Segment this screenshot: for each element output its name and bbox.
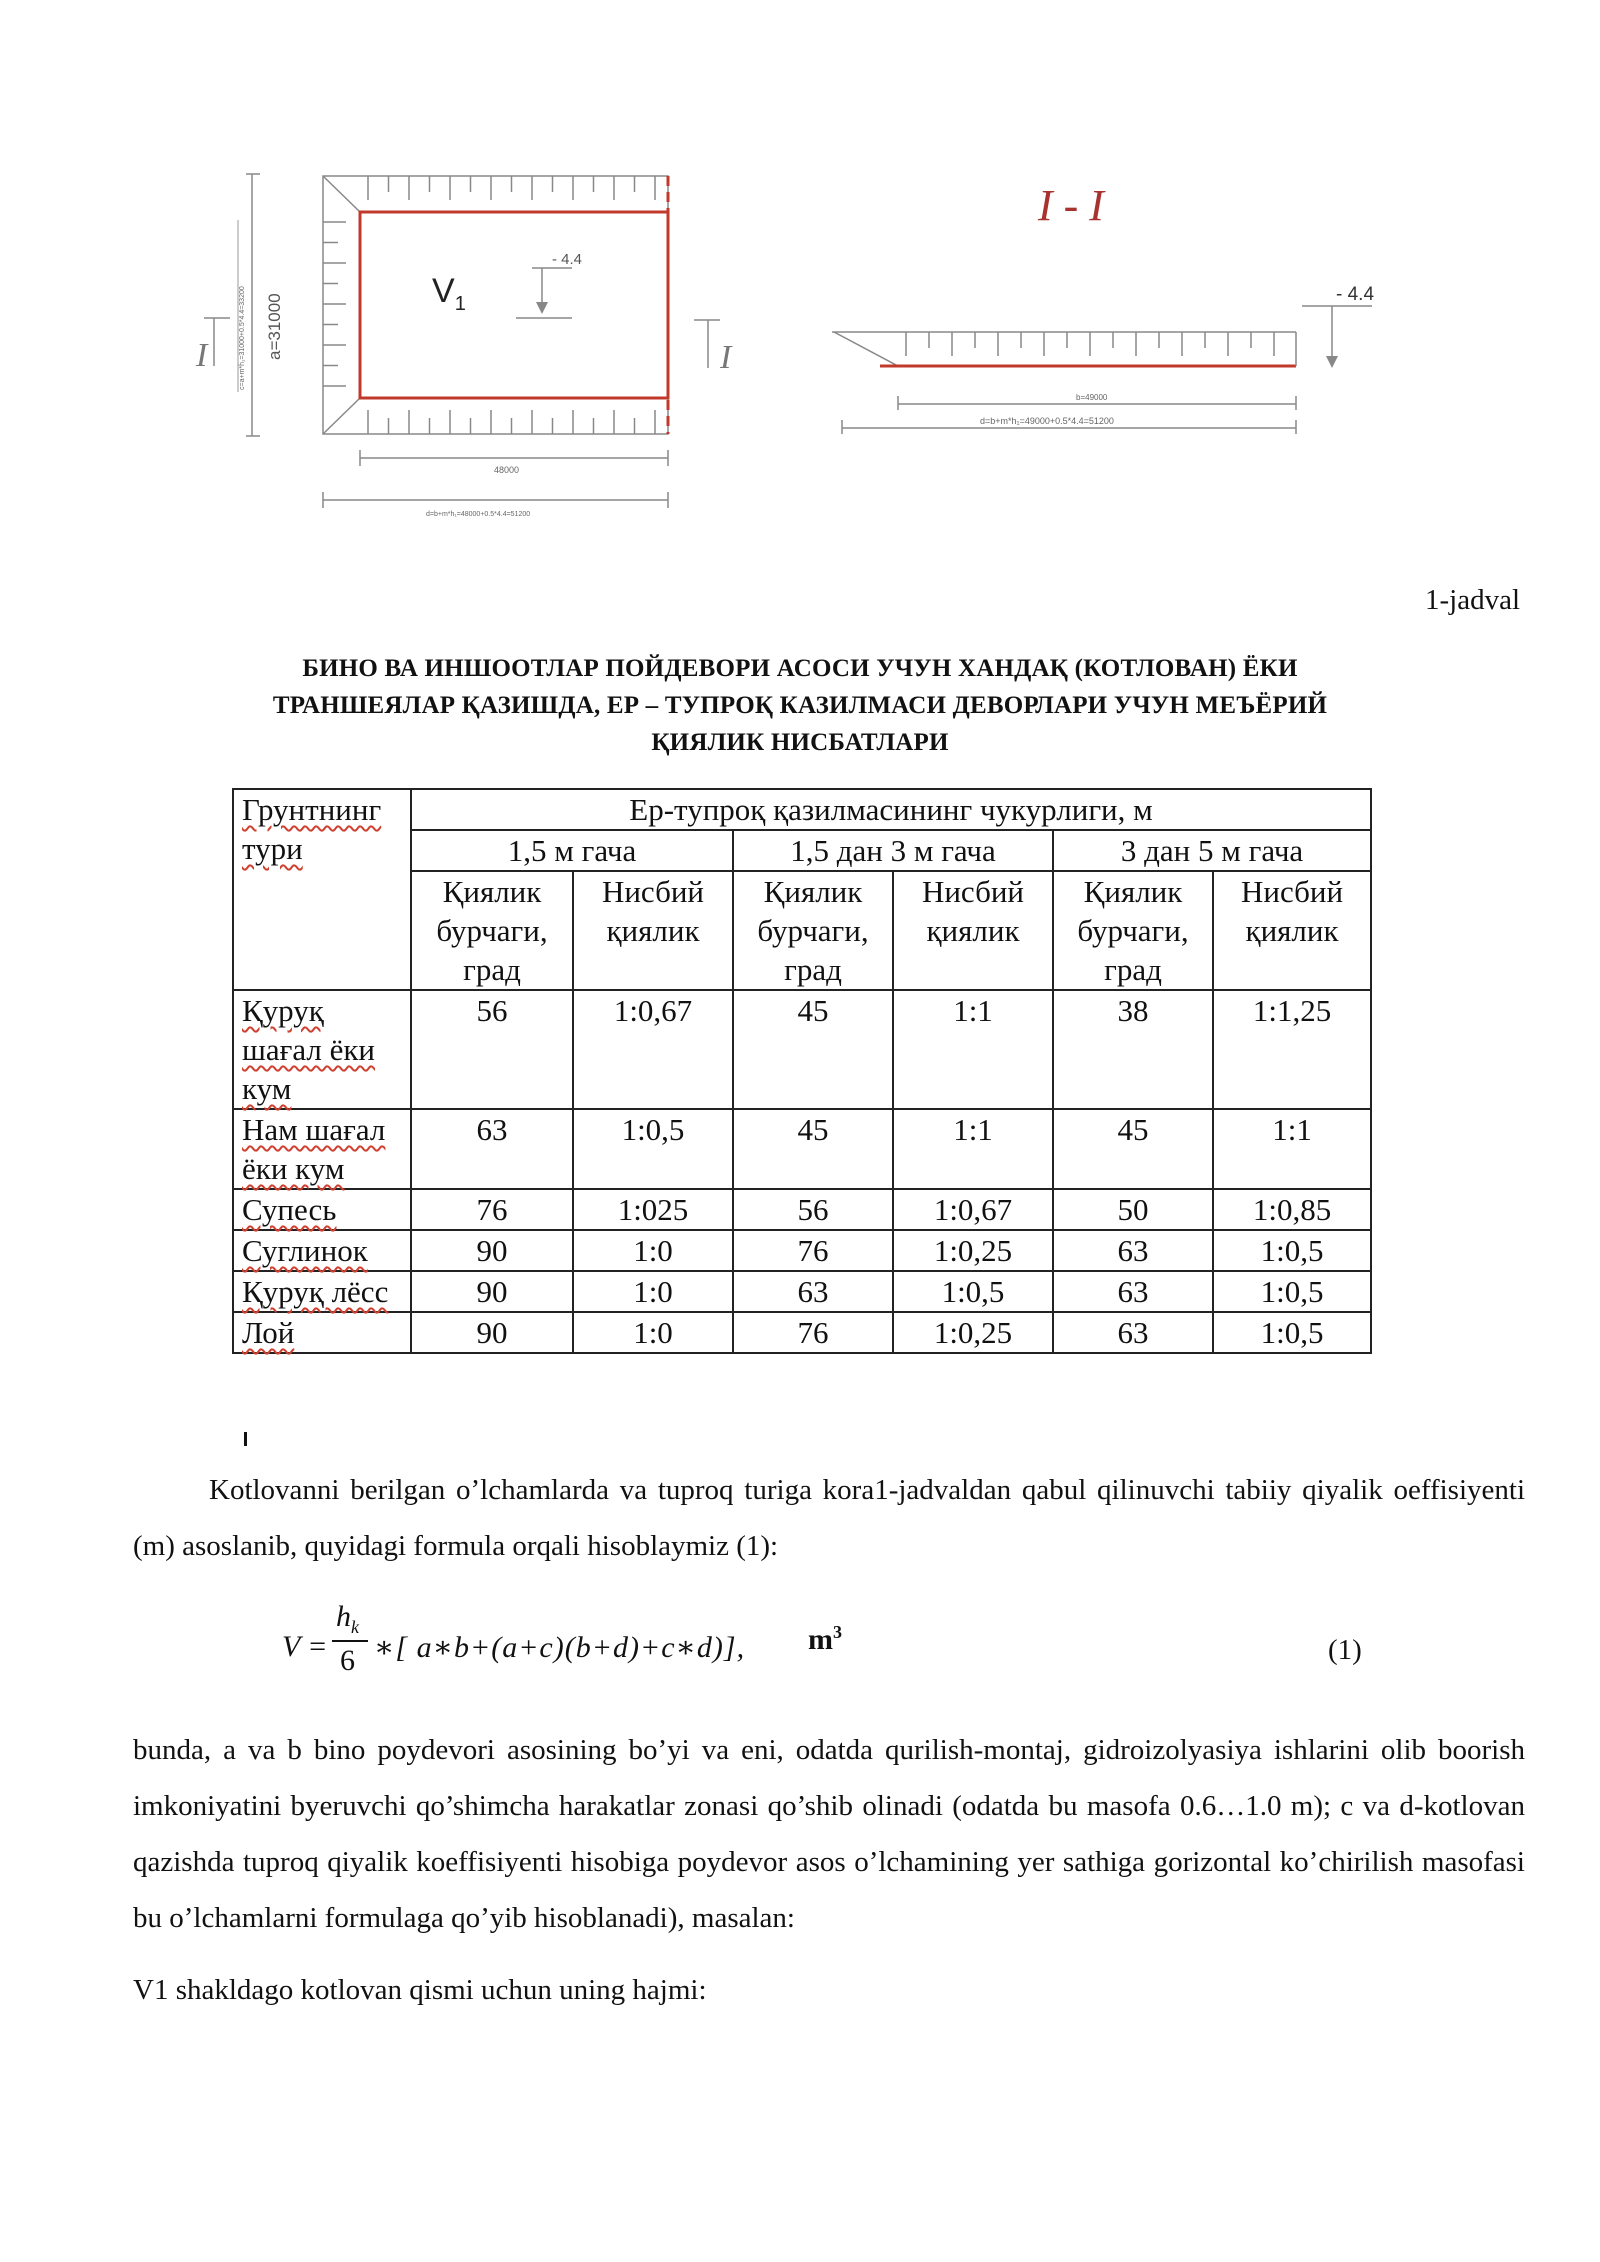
relative-slope-cell: 1:0,25 — [893, 1230, 1053, 1271]
slope-angle-cell: 63 — [1053, 1312, 1213, 1353]
table-title-line: БИНО ВА ИНШООТЛАР ПОЙДЕВОРИ АСОСИ УЧУН ХАНДАҚ (КОТЛОВАН) ЁКИ — [302, 655, 1298, 682]
slope-angle-cell: 63 — [411, 1109, 573, 1189]
table-title — [120, 650, 1480, 761]
soil-type-cell: Қуруқ лёсс — [233, 1271, 411, 1312]
formula-numerator: $h_k$ — [336, 1600, 359, 1637]
slope-angle-cell: 38 — [1053, 990, 1213, 1109]
level-mark-label: - 4.4 — [552, 251, 583, 268]
header-slope-angle: Қиялик бурчаги, град — [1053, 871, 1213, 990]
table-row — [233, 1189, 1371, 1230]
slope-norms-table — [232, 788, 1372, 1354]
table-number: 1-jadval — [1424, 584, 1520, 616]
slope-angle-cell: 76 — [733, 1312, 893, 1353]
relative-slope-cell: 1:1 — [1213, 1109, 1371, 1189]
relative-slope-cell: 1:0 — [573, 1312, 733, 1353]
dimension-b-label: 48000 — [494, 465, 520, 475]
pit-bottom-outline — [360, 212, 668, 398]
table-row — [233, 1230, 1371, 1271]
slope-angle-cell: 90 — [411, 1271, 573, 1312]
paragraph-v1-volume: V1 shakldago kotlovan qismi uchun uning hajmi: — [133, 1974, 707, 2006]
relative-slope-cell: 1:0,67 — [893, 1189, 1053, 1230]
header-depth-range: 3 дан 5 м гача — [1053, 830, 1371, 871]
relative-slope-cell: 1:1,25 — [1213, 990, 1371, 1109]
relative-slope-cell: 1:1 — [893, 1109, 1053, 1189]
table-end-marker — [244, 1432, 247, 1446]
relative-slope-cell: 1:0 — [573, 1230, 733, 1271]
formula-denominator: 6 — [340, 1644, 355, 1677]
relative-slope-cell: 1:0,25 — [893, 1312, 1053, 1353]
excavation-plan-drawing — [180, 160, 740, 530]
slope-angle-cell: 45 — [733, 1109, 893, 1189]
section-title: I - I — [1038, 181, 1104, 230]
header-slope-angle: Қиялик бурчаги, град — [733, 871, 893, 990]
soil-type-cell: Лой — [233, 1312, 411, 1353]
slope-angle-cell: 63 — [1053, 1230, 1213, 1271]
header-slope-angle: Қиялик бурчаги, град — [411, 871, 573, 990]
formula-fraction-bar — [332, 1640, 368, 1642]
formula-number: (1) — [1328, 1634, 1362, 1666]
slope-angle-cell: 63 — [1053, 1271, 1213, 1312]
slope-angle-cell: 76 — [411, 1189, 573, 1230]
volume-formula — [282, 1600, 1382, 1690]
slope-angle-cell: 45 — [733, 990, 893, 1109]
excavation-section-drawing — [820, 160, 1420, 460]
soil-type-cell: Нам шағал ёки кум — [233, 1109, 411, 1189]
section-dimension-b: b=49000 — [1076, 393, 1108, 402]
dimension-c-label: c=a+m*h₁=31000+0.5*4.4=33200 — [239, 286, 246, 390]
paragraph-definitions: bunda, a va b bino poydevori asosining bo’yi va eni, odatda qurilish-montaj, gidroizolyasiya ishlarini olib boorish imkoniyatini byeruvchi qo’shimcha harakatlar zonasi qo’shib olinadi (odatda bu masofa 0.6…1.0 m); c va d-kotlovan qazishda tuproq qiyalik koeffisiyenti hisobiga poydevor asos o’lchamining yer sathiga gorizontal ko’chirilish masofasi bu o’lchamlarni formulaga qo’yib hisoblanadi), masalan: — [133, 1734, 1525, 1934]
relative-slope-cell: 1:0,5 — [1213, 1312, 1371, 1353]
relative-slope-cell: 1:025 — [573, 1189, 733, 1230]
relative-slope-cell: 1:0,5 — [1213, 1230, 1371, 1271]
relative-slope-cell: 1:0,85 — [1213, 1189, 1371, 1230]
relative-slope-cell: 1:0 — [573, 1271, 733, 1312]
relative-slope-cell: 1:0,67 — [573, 990, 733, 1109]
section-dimension-d: d=b+m*h₁=49000+0.5*4.4=51200 — [980, 416, 1114, 426]
relative-slope-cell: 1:0,5 — [1213, 1271, 1371, 1312]
slope-angle-cell: 90 — [411, 1230, 573, 1271]
relative-slope-cell: 1:0,5 — [573, 1109, 733, 1189]
section-level-mark: - 4.4 — [1336, 284, 1375, 305]
slope-angle-cell: 56 — [411, 990, 573, 1109]
formula-unit: $m^3$ — [808, 1622, 842, 1656]
header-relative-slope: Нисбий қиялик — [893, 871, 1053, 990]
header-relative-slope: Нисбий қиялик — [573, 871, 733, 990]
header-depth: Ер-тупроқ қазилмасининг чукурлиги, м — [411, 789, 1371, 830]
table-title-line: ҚИЯЛИК НИСБАТЛАРИ — [651, 729, 949, 756]
header-depth-range: 1,5 м гача — [411, 830, 733, 871]
table-row — [233, 1271, 1371, 1312]
dimension-a-label: a=31000 — [265, 293, 284, 360]
dimension-d-label: d=b+m*h₁=48000+0.5*4.4=51200 — [426, 511, 531, 518]
slope-angle-cell: 63 — [733, 1271, 893, 1312]
table-row — [233, 1109, 1371, 1189]
header-depth-range: 1,5 дан 3 м гача — [733, 830, 1053, 871]
section-marker-right: I — [720, 339, 732, 376]
volume-label: $V_1$ — [432, 272, 466, 315]
slope-angle-cell: 90 — [411, 1312, 573, 1353]
slope-angle-cell: 56 — [733, 1189, 893, 1230]
relative-slope-cell: 1:0,5 — [893, 1271, 1053, 1312]
relative-slope-cell: 1:1 — [893, 990, 1053, 1109]
table-title-line: ТРАНШЕЯЛАР ҚАЗИШДА, ЕР – ТУПРОҚ КАЗИЛМАСИ ДЕВОРЛАРИ УЧУН МЕЪЁРИЙ — [272, 692, 1328, 719]
slope-angle-cell: 76 — [733, 1230, 893, 1271]
soil-type-cell: Қуруқ шағал ёки кум — [233, 990, 411, 1109]
header-soil-type: Грунтнинг тури — [233, 789, 411, 990]
soil-type-cell: Суглинок — [233, 1230, 411, 1271]
paragraph-intro: Kotlovanni berilgan o’lchamlarda va tuproq turiga kora1-jadvaldan qabul qilinuvchi tabiiy qiyalik oeffisiyenti (m) asoslanib, quyidagi formula orqali hisoblaymiz (1): — [133, 1474, 1525, 1562]
table-row — [233, 1312, 1371, 1353]
header-relative-slope: Нисбий қиялик — [1213, 871, 1371, 990]
soil-type-cell: Супесь — [233, 1189, 411, 1230]
formula-lhs: V = — [282, 1630, 328, 1663]
section-marker-left: I — [196, 337, 208, 374]
formula-body: ∗[ a∗b+(a+c)(b+d)+c∗d)], — [374, 1631, 746, 1664]
slope-angle-cell: 45 — [1053, 1109, 1213, 1189]
table-row — [233, 990, 1371, 1109]
slope-angle-cell: 50 — [1053, 1189, 1213, 1230]
